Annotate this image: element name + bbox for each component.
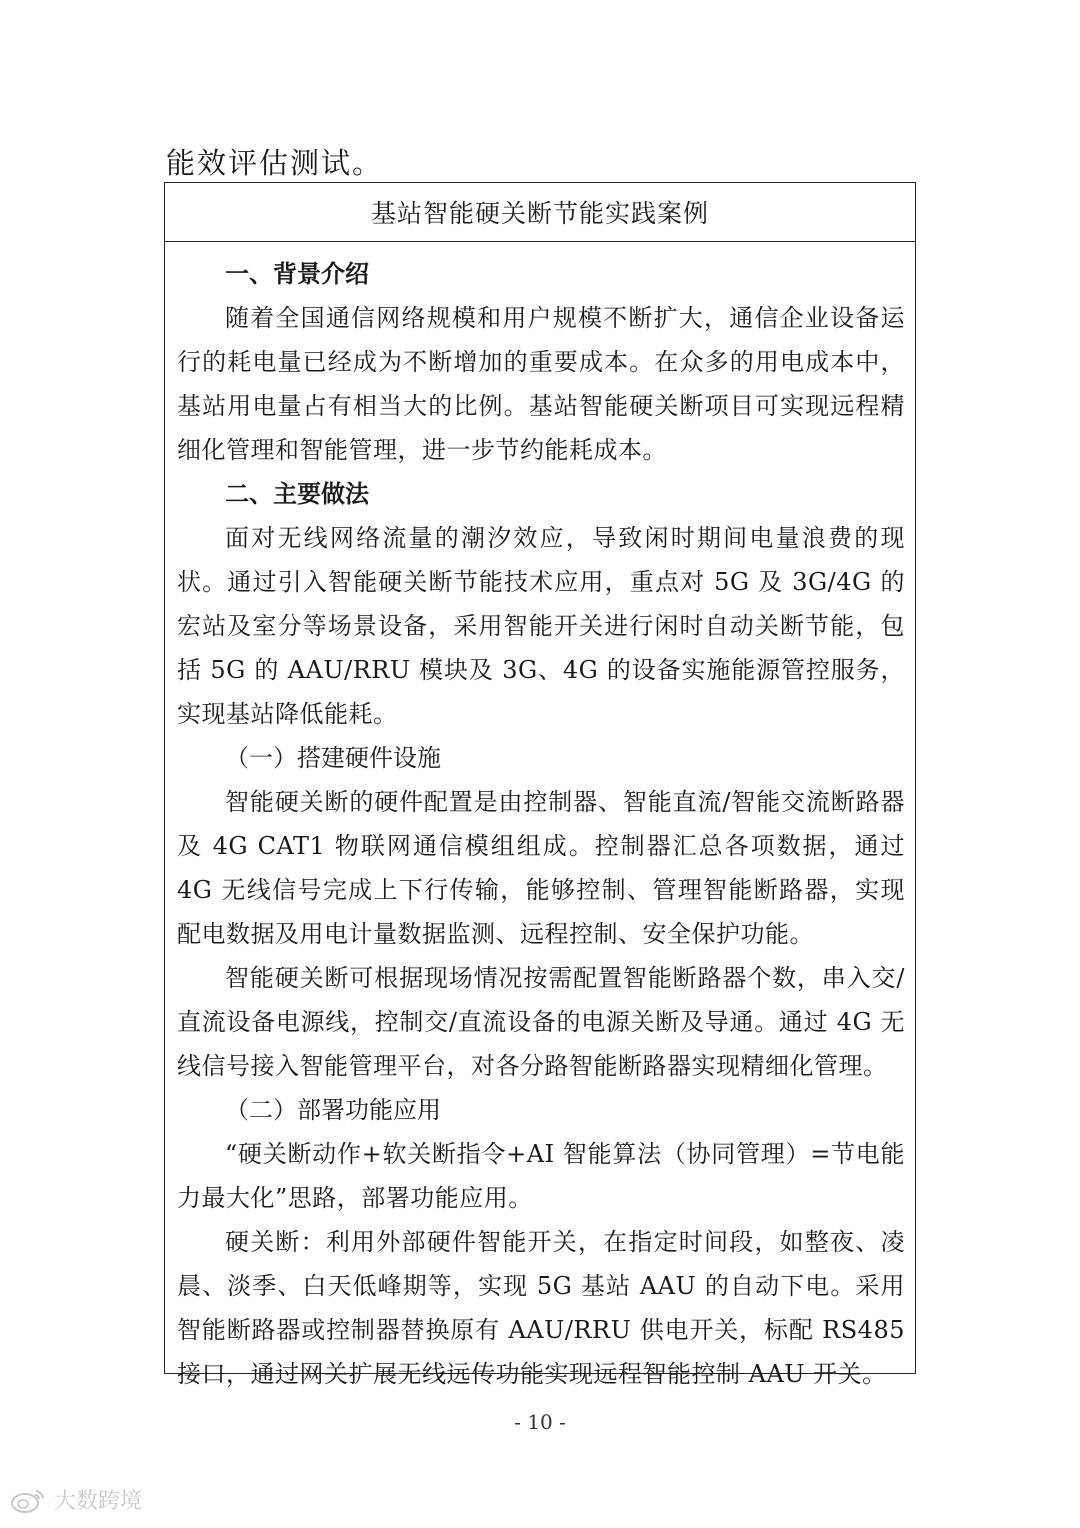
deployment-paragraph-1: “硬关断动作+软关断指令+AI 智能算法（协同管理）=节电能力最大化”思路，部署功能应用。 <box>177 1140 905 1212</box>
deployment-paragraph-2: 硬关断：利用外部硬件智能开关，在指定时间段，如整夜、凌晨、淡季、白天低峰期等，实现 5G 基站 AAU 的自动下电。采用智能断路器或控制器替换原有 AAU/RRU 供电开关，标配 RS485 接口，通过网关扩展无线远传功能实现远程智能控制 AAU 开关。 <box>177 1228 905 1388</box>
approach-paragraph: 面对无线网络流量的潮汐效应，导致闲时期间电量浪费的现状。通过引入智能硬关断节能技术应用，重点对 5G 及 3G/4G 的宏站及室分等场景设备，采用智能开关进行闲时自动关断节能，包括 5G 的 AAU/RRU 模块及 3G、4G 的设备实施能源管控服务，实现基站降低能耗。 <box>177 524 905 728</box>
case-body <box>165 242 915 1396</box>
subsection-heading-deployment: （二）部署功能应用 <box>225 1096 441 1124</box>
section-heading-approach: 二、主要做法 <box>225 479 369 508</box>
watermark-text: 大数跨境 <box>54 1489 143 1514</box>
hardware-paragraph-1: 智能硬关断的硬件配置是由控制器、智能直流/智能交流断路器及 4G CAT1 物联网通信模组组成。控制器汇总各项数据，通过 4G 无线信号完成上下行传输，能够控制、管理智能断路器，实现配电数据及用电计量数据监测、远程控制、安全保护功能。 <box>177 788 905 948</box>
page-number: - 10 - <box>514 1410 566 1434</box>
subsection-heading-hardware: （一）搭建硬件设施 <box>225 744 441 772</box>
watermark <box>8 1484 142 1515</box>
case-title: 基站智能硬关断节能实践案例 <box>165 183 915 242</box>
background-paragraph: 随着全国通信网络规模和用户规模不断扩大，通信企业设备运行的耗电量已经成为不断增加的重要成本。在众多的用电成本中，基站用电量占有相当大的比例。基站智能硬关断项目可实现远程精细化管理和智能管理，进一步节约能耗成本。 <box>177 304 905 464</box>
lead-text: 能效评估测试。 <box>166 146 384 180</box>
hardware-paragraph-2: 智能硬关断可根据现场情况按需配置智能断路器个数，串入交/直流设备电源线，控制交/直流设备的电源关断及导通。通过 4G 无线信号接入智能管理平台，对各分路智能断路器实现精细化管理。 <box>177 964 905 1080</box>
case-table <box>164 182 916 1388</box>
section-heading-background: 一、背景介绍 <box>225 259 369 288</box>
weibo-logo-icon <box>8 1486 48 1514</box>
